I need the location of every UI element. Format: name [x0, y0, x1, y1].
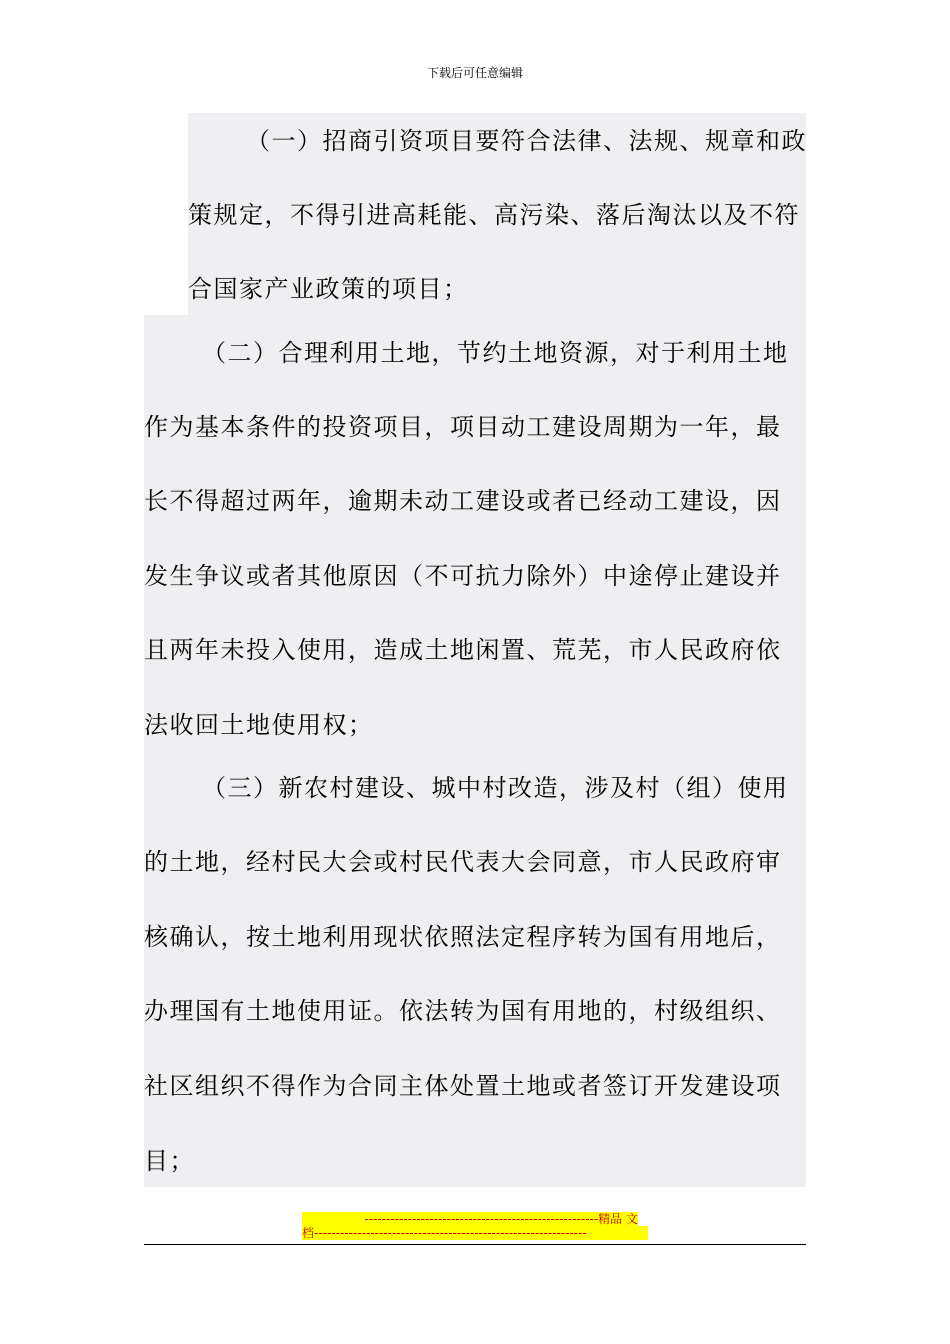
paragraph-3-line-5: 社区组织不得作为合同主体处置土地或者签订开发建设项: [144, 1072, 782, 1100]
paragraph-2-line-2: 作为基本条件的投资项目，项目动工建设周期为一年，最: [144, 413, 782, 441]
paragraph-3-line-6: 目；: [144, 1147, 195, 1175]
paragraph-2-line-3: 长不得超过两年，逾期未动工建设或者已经动工建设，因: [144, 487, 782, 515]
paragraph-3-line-1: （三）新农村建设、城中村改造，涉及村（组）使用: [202, 774, 789, 802]
paragraph-3-line-3: 核确认，按土地利用现状依照法定程序转为国有用地后，: [144, 923, 782, 951]
footer-watermark-line-1: ------------------------------------------------------精品 文: [302, 1212, 638, 1226]
footer-divider: [144, 1244, 806, 1245]
paragraph-2-line-6: 法收回土地使用权；: [144, 711, 374, 739]
paragraph-3-line-4: 办理国有土地使用证。依法转为国有用地的，村级组织、: [144, 997, 782, 1025]
paragraph-2-line-1: （二）合理利用土地，节约土地资源，对于利用土地: [202, 339, 789, 367]
paragraph-2-line-4: 发生争议或者其他原因（不可抗力除外）中途停止建设并: [144, 562, 782, 590]
paragraph-shading-main: [144, 315, 806, 1187]
paragraph-3-line-2: 的土地，经村民大会或村民代表大会同意，市人民政府审: [144, 848, 782, 876]
footer-watermark-line-2: 档---------------------------------------------------------------: [302, 1226, 648, 1240]
paragraph-1-line-2: 策规定，不得引进高耗能、高污染、落后淘汰以及不符: [188, 201, 800, 229]
paragraph-2-line-5: 且两年未投入使用，造成土地闲置、荒芜，市人民政府依: [144, 636, 782, 664]
paragraph-1-line-3: 合国家产业政策的项目；: [188, 275, 469, 303]
header-note: 下载后可任意编辑: [426, 66, 523, 80]
paragraph-1-line-1: （一）招商引资项目要符合法律、法规、规章和政: [246, 127, 807, 155]
